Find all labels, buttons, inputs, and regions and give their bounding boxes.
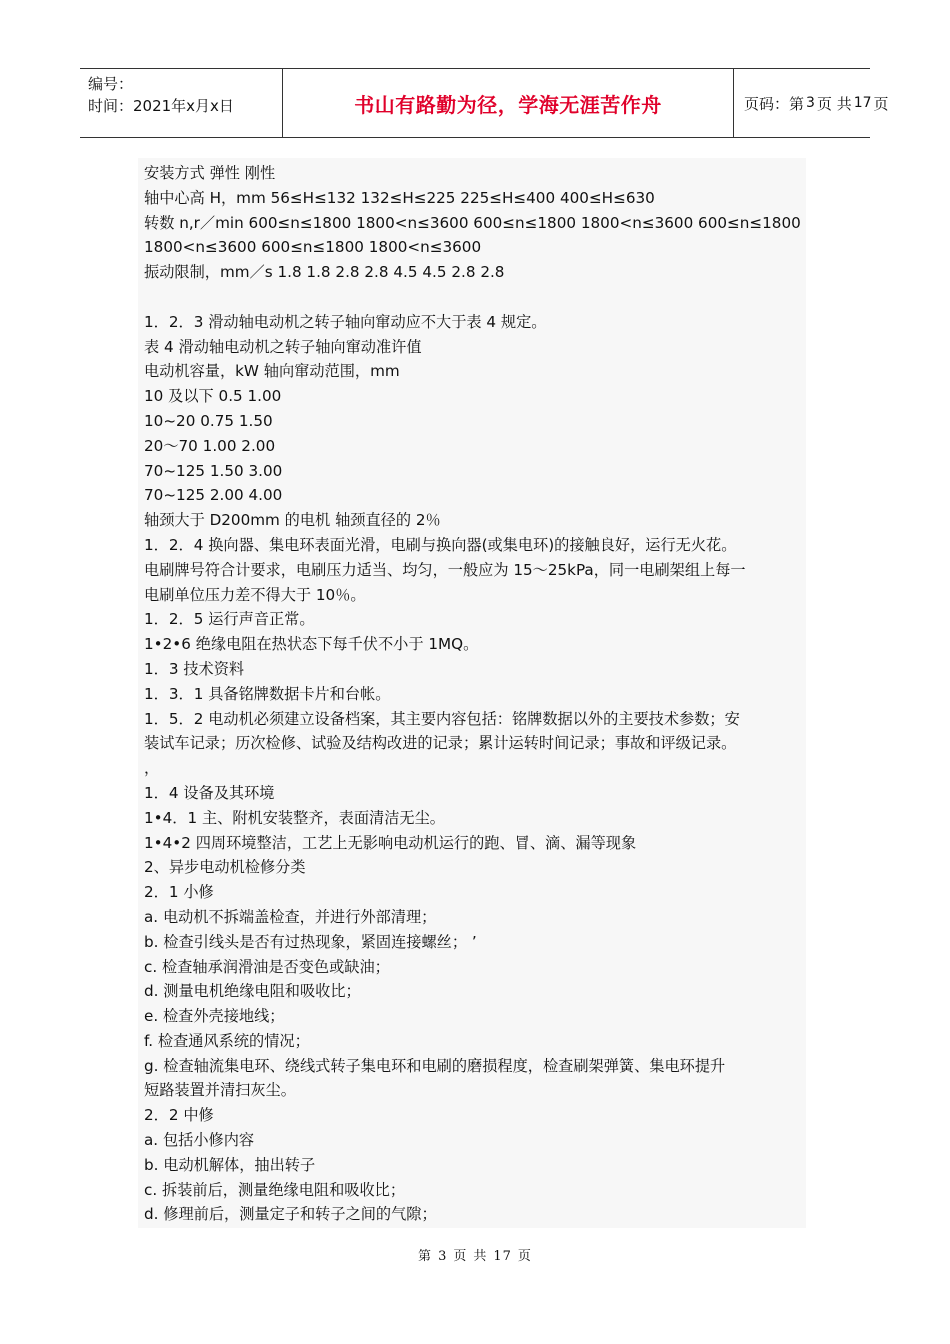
footer-current: 3 — [438, 1249, 448, 1264]
footer-mid2: 共 — [473, 1249, 488, 1264]
footer-total: 17 — [493, 1249, 512, 1264]
text-line: 短路装置并清扫灰尘。 — [144, 1081, 296, 1100]
page-mid: 页 共 — [816, 94, 852, 113]
page-prefix: 页码：第 — [744, 94, 805, 113]
text-line: f. 检查通风系统的情况； — [144, 1031, 310, 1050]
text-line: 装试车记录；历次检修、试验及结构改进的记录；累计运转时间记录；事故和评级记录。 — [144, 734, 737, 753]
text-line: d. 修理前后，测量定子和转子之间的气隙； — [144, 1205, 437, 1224]
text-line: e. 检查外壳接地线； — [144, 1007, 285, 1026]
page-current: 3 — [806, 95, 815, 111]
text-line: 轴颈大于 D200mm 的电机 轴颈直径的 2％ — [144, 511, 441, 530]
text-line: 1．2．4 换向器、集电环表面光滑，电刷与换向器(或集电环)的接触良好，运行无火花。 — [144, 535, 737, 554]
text-line: 1．4 设备及其环境 — [144, 783, 275, 802]
footer-mid1: 页 — [453, 1249, 468, 1264]
text-line: 电刷牌号符合计要求，电刷压力适当、均匀，一般应为 15～25kPa，同一电刷架组上每一 — [144, 560, 746, 579]
header-motto: 书山有路勤为径，学海无涯苦作舟 — [354, 92, 662, 117]
text-line: 1．3．1 具备铭牌数据卡片和台帐。 — [144, 684, 391, 703]
text-line: 70~125 1.50 3.00 — [144, 461, 283, 480]
text-line: 表 4 滑动轴电动机之转子轴向窜动准许值 — [144, 337, 422, 356]
text-line: d. 测量电机绝缘电阻和吸收比； — [144, 982, 361, 1001]
footer-suffix: 页 — [517, 1249, 532, 1264]
text-line: 1．2．5 运行声音正常。 — [144, 610, 315, 629]
text-line: b. 检查引线头是否有过热现象，紧固连接螺丝； ’ — [144, 932, 477, 951]
page-suffix: 页 — [873, 94, 889, 113]
text-line: a. 包括小修内容 — [144, 1131, 255, 1150]
text-line: 20～70 1.00 2.00 — [144, 436, 276, 455]
text-line: 轴中心高 H，mm 56≤H≤132 132≤H≤225 225≤H≤400 400≤H≤630 — [144, 188, 655, 207]
body-text — [144, 161, 804, 1227]
text-line: 振动限制，mm／s 1.8 1.8 2.8 2.8 4.5 4.5 2.8 2.8 — [144, 263, 505, 282]
text-line: 1．2．3 滑动轴电动机之转子轴向窜动应不大于表 4 规定。 — [144, 312, 547, 331]
document-body — [138, 158, 806, 1228]
text-line: 70~125 2.00 4.00 — [144, 486, 283, 505]
text-line: 1800<n≤3600 600≤n≤1800 1800<n≤3600 — [144, 238, 482, 257]
document-time: 时间：2021年x月x日 — [88, 97, 234, 115]
text-line: 2．2 中修 — [144, 1106, 214, 1125]
text-line: c. 拆装前后，测量绝缘电阻和吸收比； — [144, 1180, 406, 1199]
text-line: 1．5．2 电动机必须建立设备档案，其主要内容包括：铭牌数据以外的主要技术参数；安 — [144, 709, 740, 728]
text-line: 安装方式 弹性 刚性 — [144, 164, 276, 182]
text-line: c. 检查轴承润滑油是否变色或缺油； — [144, 957, 390, 976]
text-line — [144, 285, 804, 310]
text-line: 电动机容量，kW 轴向窜动范围，mm — [144, 362, 400, 381]
header-motto-cell — [282, 69, 734, 137]
text-line: 10 及以下 0.5 1.00 — [144, 387, 282, 406]
header-page-indicator — [734, 69, 889, 137]
page-total: 17 — [853, 95, 872, 111]
text-line: g. 检查轴流集电环、绕线式转子集电环和电刷的磨损程度，检查刷架弹簧、集电环提升 — [144, 1056, 726, 1075]
header-info — [80, 69, 282, 137]
text-line: 1．3 技术资料 — [144, 659, 245, 678]
text-line: a. 电动机不拆端盖检查，并进行外部清理； — [144, 907, 437, 926]
text-line: 转数 n,r／min 600≤n≤1800 1800<n≤3600 600≤n≤1800 1800<n≤3600 600≤n≤1800 — [144, 213, 801, 232]
page-footer — [0, 1245, 950, 1264]
footer-prefix: 第 — [418, 1249, 433, 1264]
text-line: 电刷单位压力差不得大于 10％。 — [144, 585, 366, 604]
text-line: 1•2•6 绝缘电阻在热状态下每千伏不小于 1MQ。 — [144, 635, 479, 654]
text-line: 1•4•2 四周环境整洁，工艺上无影响电动机运行的跑、冒、滴、漏等现象 — [144, 833, 637, 852]
text-line: ， — [144, 759, 160, 778]
text-line: b. 电动机解体，抽出转子 — [144, 1155, 316, 1174]
text-line: 1•4．1 主、附机安装整齐，表面清洁无尘。 — [144, 808, 445, 827]
text-line: 10~20 0.75 1.50 — [144, 411, 273, 430]
document-number-label: 编号： — [88, 75, 134, 93]
text-line: 2．1 小修 — [144, 883, 214, 902]
page-header — [80, 68, 889, 138]
text-line: 2、异步电动机检修分类 — [144, 858, 306, 877]
